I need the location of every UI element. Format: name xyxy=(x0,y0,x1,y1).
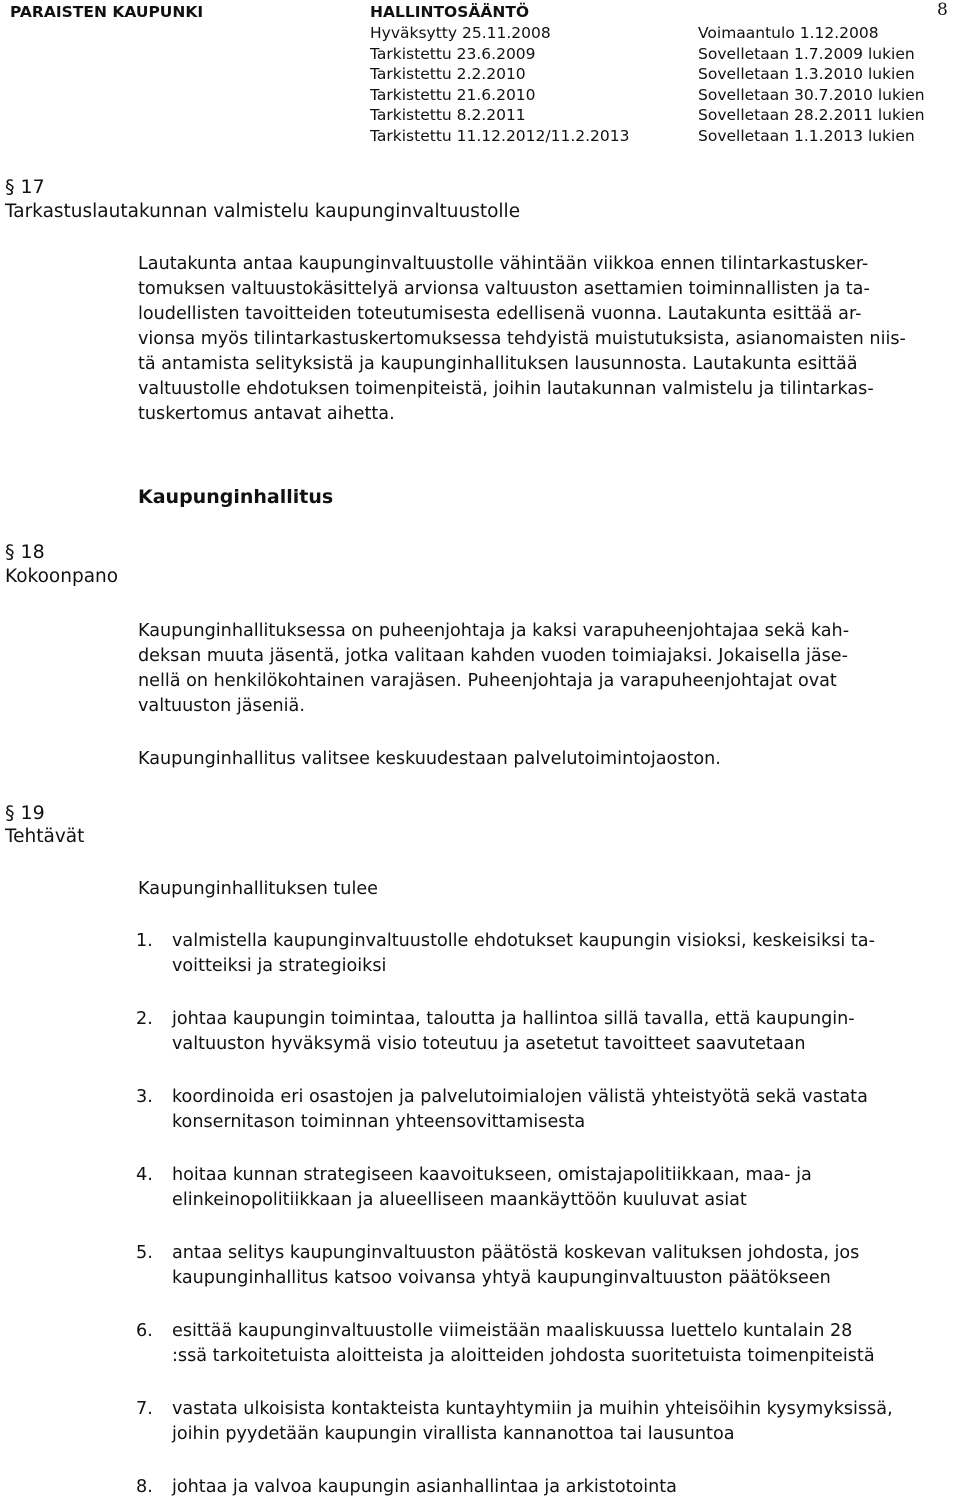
list-line: antaa selitys kaupunginvaltuuston päätöstä koskevan valituksen johdosta, jos xyxy=(172,1243,860,1263)
list-item xyxy=(136,1319,956,1369)
paragraph-line: Lautakunta antaa kaupunginvaltuustolle vähintään viikkoa ennen tilintarkastusker- xyxy=(138,254,869,274)
section-17-number: § 17 xyxy=(5,176,45,198)
list-number: 4. xyxy=(136,1165,153,1185)
paragraph-line: valtuustolle ehdotuksen toimenpiteistä, joihin lautakunnan valmistelu ja tilintarkas- xyxy=(138,379,874,399)
section-18-number: § 18 xyxy=(5,541,45,563)
revision-history-dates xyxy=(370,23,630,146)
list-item xyxy=(136,1397,956,1447)
list-number: 7. xyxy=(136,1399,153,1419)
paragraph-line: vionsa myös tilintarkastuskertomuksessa tehdyistä muistutuksista, asianomaisten niis- xyxy=(138,329,906,349)
list-number: 1. xyxy=(136,931,153,951)
list-line: kaupunginhallitus katsoo voivansa yhtyä kaupunginvaltuuston päätökseen xyxy=(172,1268,831,1288)
revision-history-effective xyxy=(698,23,925,146)
section-17-title: Tarkastuslautakunnan valmistelu kaupunginvaltuustolle xyxy=(5,201,521,222)
list-line: vastata ulkoisista kontakteista kuntayhtymiin ja muihin yhteisöihin kysymyksissä, xyxy=(172,1399,893,1419)
paragraph-line: tä antamista selityksistä ja kaupunginhallituksen lausunnosta. Lautakunta esittää xyxy=(138,354,858,374)
section-sign-icon: § xyxy=(5,802,15,824)
paragraph-line: deksan muuta jäsentä, jotka valitaan kahden vuoden toimiajaksi. Jokaisella jäse- xyxy=(138,646,848,666)
list-line: :ssä tarkoitetuista aloitteista ja aloitteiden johdosta suoritetuista toimenpiteistä xyxy=(172,1346,875,1366)
list-line: valmistella kaupunginvaltuustolle ehdotukset kaupungin visioksi, keskeisiksi ta- xyxy=(172,931,875,951)
history-line: Tarkistettu 8.2.2011 xyxy=(370,106,526,124)
section-17-paragraph xyxy=(138,252,953,427)
list-line: voitteiksi ja strategioiksi xyxy=(172,956,387,976)
chapter-heading: Kaupunginhallitus xyxy=(138,486,334,508)
paragraph-line: tuskertomus antavat aihetta. xyxy=(138,404,395,424)
section-sign-icon: § xyxy=(5,176,15,198)
list-line: johtaa kaupungin toimintaa, taloutta ja hallintoa sillä tavalla, että kaupungin- xyxy=(172,1009,855,1029)
page-number: 8 xyxy=(937,0,948,20)
list-number: 6. xyxy=(136,1321,153,1341)
history-line: Tarkistettu 21.6.2010 xyxy=(370,85,536,104)
paragraph-line: nellä on henkilökohtainen varajäsen. Puheenjohtaja ja varapuheenjohtajat ovat xyxy=(138,671,837,691)
section-19-number: § 19 xyxy=(5,802,45,824)
paragraph-line: loudellisten tavoitteiden toteutumisesta edellisenä vuonna. Lautakunta esittää ar- xyxy=(138,304,862,324)
effective-line: Sovelletaan 1.7.2009 lukien xyxy=(698,44,915,63)
list-item xyxy=(136,1007,956,1057)
paragraph-line: Kaupunginhallituksessa on puheenjohtaja ja kaksi varapuheenjohtajaa sekä kah- xyxy=(138,621,850,641)
list-number: 2. xyxy=(136,1009,153,1029)
list-line: johtaa ja valvoa kaupungin asianhallintaa ja arkistotointa xyxy=(172,1477,677,1497)
history-line: Tarkistettu 11.12.2012/11.2.2013 xyxy=(370,126,630,145)
effective-line: Sovelletaan 1.1.2013 lukien xyxy=(698,126,915,145)
list-item xyxy=(136,929,956,979)
effective-line: Sovelletaan 28.2.2011 lukien xyxy=(698,106,925,124)
history-line: Hyväksytty 25.11.2008 xyxy=(370,24,551,42)
list-line: elinkeinopolitiikkaan ja alueelliseen maankäyttöön kuuluvat asiat xyxy=(172,1190,747,1210)
history-line: Tarkistettu 2.2.2010 xyxy=(370,65,526,83)
list-number: 3. xyxy=(136,1087,153,1107)
section-18-paragraph xyxy=(138,619,953,719)
list-number: 8. xyxy=(136,1477,153,1497)
section-sign-icon: § xyxy=(5,541,15,563)
effective-line: Sovelletaan 30.7.2010 lukien xyxy=(698,85,925,104)
paragraph-line: tomuksen valtuustokäsittelyä arvionsa valtuuston asettamien toiminnallisten ja ta- xyxy=(138,279,870,299)
list-line: konsernitason toiminnan yhteensovittamisesta xyxy=(172,1112,586,1132)
document-title: HALLINTOSÄÄNTÖ xyxy=(370,3,530,21)
list-line: hoitaa kunnan strategiseen kaavoitukseen, omistajapolitiikkaan, maa- ja xyxy=(172,1165,812,1185)
list-item xyxy=(136,1475,956,1500)
history-line: Tarkistettu 23.6.2009 xyxy=(370,44,536,63)
effective-line: Sovelletaan 1.3.2010 lukien xyxy=(698,65,915,83)
list-item xyxy=(136,1085,956,1135)
list-item xyxy=(136,1241,956,1291)
list-line: esittää kaupunginvaltuustolle viimeistään maaliskuussa luettelo kuntalain 28 xyxy=(172,1321,853,1341)
effective-line: Voimaantulo 1.12.2008 xyxy=(698,24,879,42)
list-number: 5. xyxy=(136,1243,153,1263)
list-line: joihin pyydetään kaupungin virallista kannanottoa tai lausuntoa xyxy=(172,1424,735,1444)
list-line: koordinoida eri osastojen ja palvelutoimialojen välistä yhteistyötä sekä vastata xyxy=(172,1087,868,1107)
organization-name: PARAISTEN KAUPUNKI xyxy=(10,3,204,21)
section-18-title: Kokoonpano xyxy=(5,566,119,587)
section-19-title: Tehtävät xyxy=(5,826,85,847)
section-18-paragraph-2: Kaupunginhallitus valitsee keskuudestaan palvelutoimintojaoston. xyxy=(138,749,721,769)
list-item xyxy=(136,1163,956,1213)
paragraph-line: valtuuston jäseniä. xyxy=(138,696,305,716)
list-line: valtuuston hyväksymä visio toteutuu ja asetetut tavoitteet saavutetaan xyxy=(172,1034,806,1054)
section-19-intro: Kaupunginhallituksen tulee xyxy=(138,879,378,899)
